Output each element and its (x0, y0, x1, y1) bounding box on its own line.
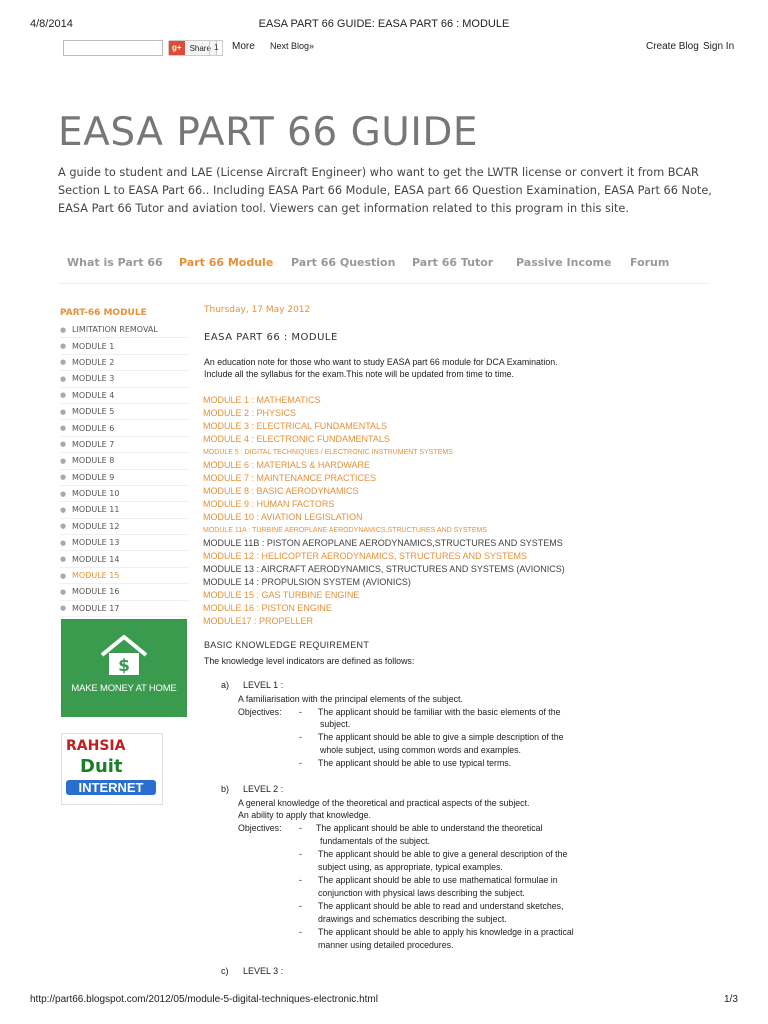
module-link-9[interactable]: MODULE 9 : HUMAN FACTORS (203, 499, 335, 509)
objective-dash: - (299, 901, 302, 911)
level-2-obj-3-cont: conjunction with physical laws describing the subject. (318, 888, 525, 898)
sidebar-item-label: MODULE 3 (72, 374, 115, 384)
sidebar-item-module-13[interactable] (60, 535, 190, 551)
module-link-17[interactable]: MODULE17 : PROPELLER (203, 616, 314, 626)
level-2-obj-2: The applicant should be able to give a general description of the (318, 849, 568, 859)
blog-title[interactable]: EASA PART 66 GUIDE (58, 110, 479, 155)
post-title[interactable]: EASA PART 66 : MODULE (204, 332, 338, 343)
module-link-8[interactable]: MODULE 8 : BASIC AERODYNAMICS (203, 486, 359, 496)
tab-passive-income[interactable]: Passive Income (516, 256, 612, 269)
sidebar-item-label: MODULE 6 (72, 423, 115, 433)
sidebar-item-module-1[interactable] (60, 338, 190, 354)
create-blog-link[interactable]: Create Blog (646, 41, 699, 52)
sidebar-item-label: MODULE 11 (72, 505, 120, 515)
level-2-marker: b) (221, 784, 230, 794)
bullet-icon: ● (60, 374, 67, 383)
level-1-marker: a) (221, 680, 230, 690)
objective-dash: - (299, 875, 302, 885)
level-2-obj-5: The applicant should be able to apply his knowledge in a practical (318, 927, 574, 937)
module-link-16[interactable]: MODULE 16 : PISTON ENGINE (203, 603, 332, 613)
sidebar-item-label: MODULE 16 (72, 587, 120, 597)
sidebar-heading: PART-66 MODULE (60, 308, 147, 318)
bullet-icon: ● (60, 505, 67, 514)
bullet-icon: ● (60, 440, 67, 449)
level-1-title: LEVEL 1 : (243, 680, 284, 690)
basic-knowledge-intro: The knowledge level indicators are defined as follows: (204, 656, 415, 666)
bullet-icon: ● (60, 538, 67, 547)
module-link-3[interactable]: MODULE 3 : ELECTRICAL FUNDAMENTALS (203, 421, 388, 431)
objective-dash: - (299, 849, 302, 859)
ad-line-internet: INTERNET (66, 780, 156, 795)
sidebar-item-label: MODULE 2 (72, 357, 115, 367)
level-1-obj-1-cont: subject. (320, 719, 351, 729)
sidebar-item-module-10[interactable] (60, 486, 190, 502)
level-1-objectives-label: Objectives: (238, 707, 282, 717)
bullet-icon: ● (60, 555, 67, 564)
print-date: 4/8/2014 (30, 18, 73, 30)
level-1-desc: A familiarisation with the principal elements of the subject. (238, 694, 463, 704)
sidebar-item-module-14[interactable] (60, 551, 190, 567)
tab-part-66-question[interactable]: Part 66 Question (291, 256, 396, 269)
sidebar-item-label: MODULE 15 (72, 571, 120, 581)
post-intro-2: Include all the syllabus for the exam.This note will be updated from time to time. (204, 369, 514, 379)
sidebar-item-module-11[interactable] (60, 502, 190, 518)
bullet-icon: ● (60, 456, 67, 465)
bullet-icon: ● (60, 407, 67, 416)
level-2-desc-1: A general knowledge of the theoretical and practical aspects of the subject. (238, 798, 530, 808)
module-link-5[interactable]: MODULE 5 : DIGITAL TECHNIQUES / ELECTRONIC INSTRUMENT SYSTEMS (203, 449, 453, 456)
post-intro-1: An education note for those who want to study EASA part 66 module for DCA Examination. (204, 357, 558, 367)
svg-text:$: $ (118, 656, 130, 676)
sidebar-item-label: MODULE 13 (72, 538, 120, 548)
level-2-obj-5-cont: manner using detailed procedures. (318, 940, 454, 950)
bullet-icon: ● (60, 587, 67, 596)
objective-dash: - (299, 927, 302, 937)
module-link-11a[interactable]: MODULE 11A : TURBINE AEROPLANE AERODYNAMICS,STRUCTURES AND SYSTEMS (203, 527, 488, 534)
sidebar-item-label: MODULE 10 (72, 489, 120, 499)
sidebar-module-list (60, 322, 190, 617)
sign-in-link[interactable]: Sign In (703, 41, 735, 52)
sidebar-item-module-16[interactable] (60, 584, 190, 600)
sidebar-item-limitation-removal[interactable] (60, 322, 190, 338)
tab-divider (58, 283, 708, 284)
sidebar-item-label: MODULE 9 (72, 472, 115, 482)
print-title: EASA PART 66 GUIDE: EASA PART 66 : MODULE (258, 18, 510, 30)
module-link-15[interactable]: MODULE 15 : GAS TURBINE ENGINE (203, 590, 360, 600)
level-2-obj-2-cont: subject using, as appropriate, typical examples. (318, 862, 503, 872)
tab-part-66-tutor[interactable]: Part 66 Tutor (412, 256, 494, 269)
next-blog-label: Next Blog (270, 41, 310, 51)
level-2-obj-4: The applicant should be able to read and understand sketches, (318, 901, 564, 911)
blog-description: A guide to student and LAE (License Aircraft Engineer) who want to get the LWTR license or convert it from BCAR Section L to EASA Part 66.. Including EASA Part 66 Module, EASA part 66 Question Examination, EASA Part 66 Note, EASA Part 66 Tutor and aviation tool. Viewers can get information related to this program in this site. (58, 166, 712, 215)
share-count: 1 (209, 40, 223, 56)
level-1-obj-1: The applicant should be familiar with the basic elements of the (318, 707, 561, 717)
gplus-icon: g+ (169, 41, 185, 55)
sidebar-item-module-17[interactable] (60, 601, 190, 617)
sidebar-item-module-9[interactable] (60, 470, 190, 486)
bullet-icon: ● (60, 391, 67, 400)
module-link-10[interactable]: MODULE 10 : AVIATION LEGISLATION (203, 512, 363, 522)
level-3-title: LEVEL 3 : (243, 966, 284, 976)
level-2-obj-3: The applicant should be able to use mathematical formulae in (318, 875, 558, 885)
more-link[interactable]: More (232, 41, 255, 52)
bullet-icon: ● (60, 571, 67, 580)
sidebar-item-label: MODULE 8 (72, 456, 115, 466)
sidebar-item-module-7[interactable] (60, 437, 190, 453)
sidebar-item-label: MODULE 17 (72, 603, 120, 613)
rahsia-duit-internet-ad[interactable] (61, 733, 163, 805)
tab-part-66-module[interactable]: Part 66 Module (179, 256, 274, 269)
objective-dash: - (299, 707, 302, 717)
module-link-2[interactable]: MODULE 2 : PHYSICS (203, 408, 297, 418)
objective-dash: - (299, 758, 302, 768)
module-link-12[interactable]: MODULE 12 : HELICOPTER AERODYNAMICS, STRUCTURES AND SYSTEMS (203, 551, 528, 561)
level-3-marker: c) (221, 966, 229, 976)
level-2-obj-4-cont: drawings and schematics describing the subject. (318, 914, 507, 924)
make-money-ad-banner[interactable] (61, 619, 187, 717)
sidebar-item-module-5[interactable] (60, 404, 190, 420)
sidebar-item-module-6[interactable] (60, 420, 190, 436)
level-1-obj-2: The applicant should be able to give a simple description of the (318, 732, 564, 742)
sidebar-item-label: MODULE 14 (72, 554, 120, 564)
sidebar-item-label: LIMITATION REMOVAL (72, 325, 158, 335)
ad-line-rahsia: RAHSIA (66, 738, 126, 754)
bullet-icon: ● (60, 424, 67, 433)
bullet-icon: ● (60, 342, 67, 351)
bullet-icon: ● (60, 522, 67, 531)
basic-knowledge-heading: BASIC KNOWLEDGE REQUIREMENT (204, 640, 370, 650)
level-1-obj-3: The applicant should be able to use typical terms. (318, 758, 512, 768)
module-text-11b: MODULE 11B : PISTON AEROPLANE AERODYNAMICS,STRUCTURES AND SYSTEMS (203, 538, 563, 548)
sidebar-item-module-12[interactable] (60, 519, 190, 535)
share-label: Share (189, 43, 211, 53)
sidebar-item-module-2[interactable] (60, 355, 190, 371)
sidebar-item-module-4[interactable] (60, 388, 190, 404)
objective-dash: - (299, 732, 302, 742)
level-2-title: LEVEL 2 : (243, 784, 284, 794)
tab-what-is-part-66[interactable]: What is Part 66 (67, 256, 163, 269)
sidebar-item-module-3[interactable] (60, 371, 190, 387)
house-dollar-icon (98, 633, 150, 677)
sidebar-item-label: MODULE 4 (72, 390, 115, 400)
bullet-icon: ● (60, 358, 67, 367)
sidebar-item-module-8[interactable] (60, 453, 190, 469)
module-link-1[interactable]: MODULE 1 : MATHEMATICS (203, 395, 321, 405)
ad-line-duit: Duit (80, 756, 123, 777)
module-text-13: MODULE 13 : AIRCRAFT AERODYNAMICS, STRUCTURES AND SYSTEMS (AVIONICS) (203, 564, 565, 574)
level-2-desc-2: An ability to apply that knowledge. (238, 810, 372, 820)
level-2-objectives-label: Objectives: (238, 823, 282, 833)
post-date: Thursday, 17 May 2012 (204, 305, 311, 315)
module-text-14: MODULE 14 : PROPULSION SYSTEM (AVIONICS) (203, 577, 411, 587)
module-link-list (203, 394, 565, 628)
next-blog-arrows: » (309, 41, 315, 51)
bullet-icon: ● (60, 604, 67, 613)
bullet-icon: ● (60, 325, 67, 334)
sidebar-item-label: MODULE 12 (72, 521, 120, 531)
print-page-number: 1/3 (724, 994, 738, 1005)
ad-text: MAKE MONEY AT HOME (71, 683, 177, 694)
level-1-obj-2-cont: whole subject, using common words and examples. (320, 745, 521, 755)
tab-forum[interactable]: Forum (630, 256, 670, 269)
level-2-obj-1-cont: fundamentals of the subject. (320, 836, 431, 846)
module-link-7[interactable]: MODULE 7 : MAINTENANCE PRACTICES (203, 473, 377, 483)
print-url: http://part66.blogspot.com/2012/05/module-5-digital-techniques-electronic.html (30, 994, 378, 1005)
sidebar-item-label: MODULE 7 (72, 439, 115, 449)
module-link-4[interactable]: MODULE 4 : ELECTRONIC FUNDAMENTALS (203, 434, 390, 444)
bullet-icon: ● (60, 489, 67, 498)
sidebar-item-module-15[interactable] (60, 568, 190, 584)
sidebar-item-label: MODULE 1 (72, 341, 115, 351)
objective-dash: - (299, 823, 302, 833)
navbar-search-input[interactable] (63, 40, 163, 56)
next-blog-link[interactable] (270, 41, 314, 52)
level-2-obj-1: The applicant should be able to understand the theoretical (316, 823, 543, 833)
sidebar-item-label: MODULE 5 (72, 407, 115, 417)
bullet-icon: ● (60, 473, 67, 482)
module-link-6[interactable]: MODULE 6 : MATERIALS & HARDWARE (203, 460, 371, 470)
